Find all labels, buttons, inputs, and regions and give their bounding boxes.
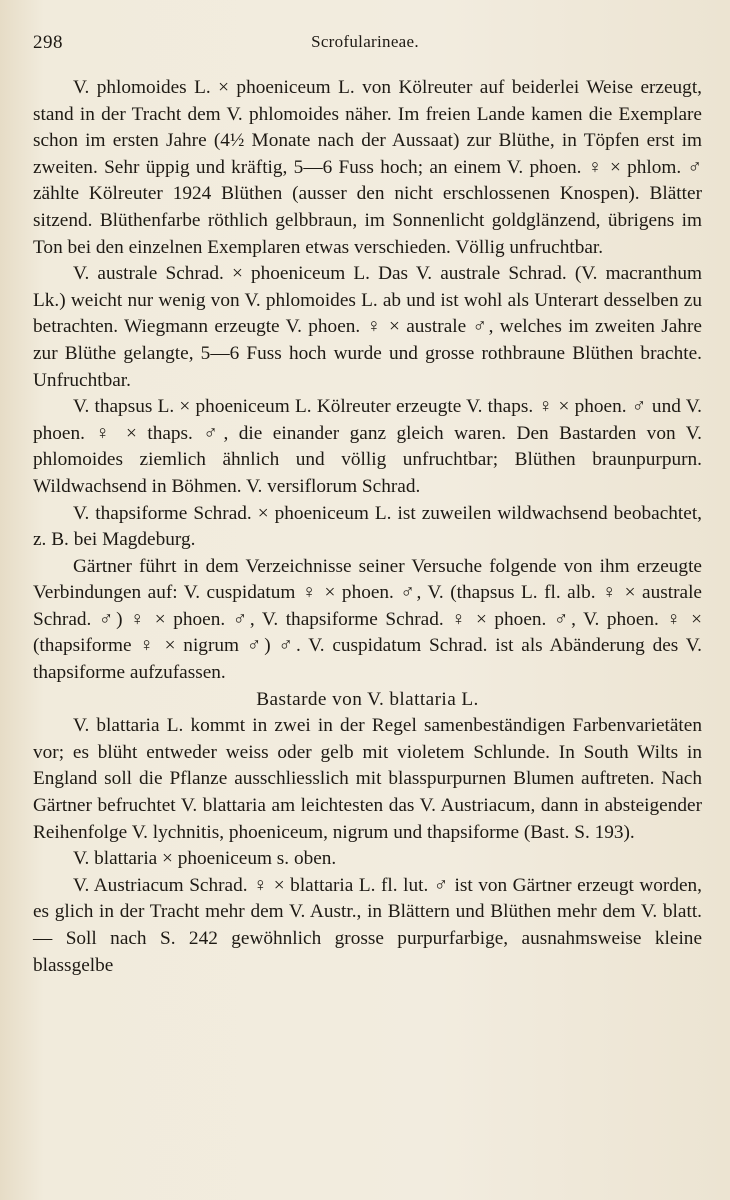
running-head: Scrofularineae.: [311, 32, 419, 51]
page-body: [33, 75, 702, 979]
paragraph-phlomoides: V. phlomoides L. × phoeniceum L. von Kölreuter auf beiderlei Weise erzeugt, stand in der Tracht dem V. phlomoides näher. Im freien Lande kamen die Exemplare schon im ersten Jahre (4½ Monate nach der Aussaat) zur Blüthe, in Töpfen erst im zweiten. Sehr üppig und kräftig, 5—6 Fuss hoch; an einem V. phoen. ♀ × phlom. ♂ zählte Kölreuter 1924 Blüthen (ausser den nicht erschlossenen Knospen). Blätter sitzend. Blüthenfarbe röthlich gelbbraun, im Sonnenlicht goldglänzend, übrigens im Ton bei den einzelnen Exemplaren etwas verschieden. Völlig unfruchtbar.: [33, 77, 702, 258]
paragraph-blattaria-phoeniceum: V. blattaria × phoeniceum s. oben.: [73, 848, 337, 870]
page-number: 298: [33, 32, 63, 53]
paragraph-blattaria: V. blattaria L. kommt in zwei in der Regel samenbeständigen Farbenvarietäten vor; es blüht entweder weiss oder gelb mit violetem Schlunde. In South Wilts in England soll die Pflanze ausschliesslich mit blasspurpurnen Blumen auftreten. Nach Gärtner befruchtet V. blattaria am leichtesten das V. Austriacum, dann in absteigender Reihenfolge V. lychnitis, phoeniceum, nigrum und thapsiforme (Bast. S. 193).: [33, 715, 702, 843]
paragraph-thapsus: V. thapsus L. × phoeniceum L. Kölreuter erzeugte V. thaps. ♀ × phoen. ♂ und V. phoen. ♀ × thaps. ♂, die einander ganz gleich waren. Den Bastarden von V. phlomoides ziemlich ähnlich und völlig unfruchtbar; Blüthen braunpurpurn. Wildwachsend in Böhmen. V. versiflorum Schrad.: [33, 396, 702, 497]
paragraph-austriacum: V. Austriacum Schrad. ♀ × blattaria L. fl. lut. ♂ ist von Gärtner erzeugt worden, es glich in der Tracht mehr dem V. Austr., in Blättern und Blüthen mehr dem V. blatt. — Soll nach S. 242 gewöhnlich grosse purpurfarbige, ausnahmsweise kleine blassgelbe: [33, 874, 702, 976]
paragraph-gaertner: Gärtner führt in dem Verzeichnisse seiner Versuche folgende von ihm erzeugte Verbindungen auf: V. cuspidatum ♀ × phoen. ♂, V. (thapsus L. fl. alb. ♀ × australe Schrad. ♂) ♀ × phoen. ♂, V. thapsiforme Schrad. ♀ × phoen. ♂, V. phoen. ♀ × (thapsiforme ♀ × nigrum ♂) ♂. V. cuspidatum Schrad. ist als Abänderung des V. thapsiforme aufzufassen.: [33, 555, 702, 684]
paragraph-thapsiforme: V. thapsiforme Schrad. × phoeniceum L. ist zuweilen wildwachsend beobachtet, z. B. bei Magdeburg.: [33, 502, 702, 551]
page-header: [33, 30, 697, 60]
section-heading: Bastarde von V. blattaria L.: [256, 688, 479, 710]
paragraph-australe: V. australe Schrad. × phoeniceum L. Das V. australe Schrad. (V. macranthum Lk.) weicht nur wenig von V. phlomoides L. ab und ist wohl als Unterart desselben zu betrachten. Wiegmann erzeugte V. phoen. ♀ × australe ♂, welches im zweiten Jahre zur Blüthe gelangte, 5—6 Fuss hoch wurde und grosse rothbraune Blüthen brachte. Unfruchtbar.: [33, 263, 702, 391]
